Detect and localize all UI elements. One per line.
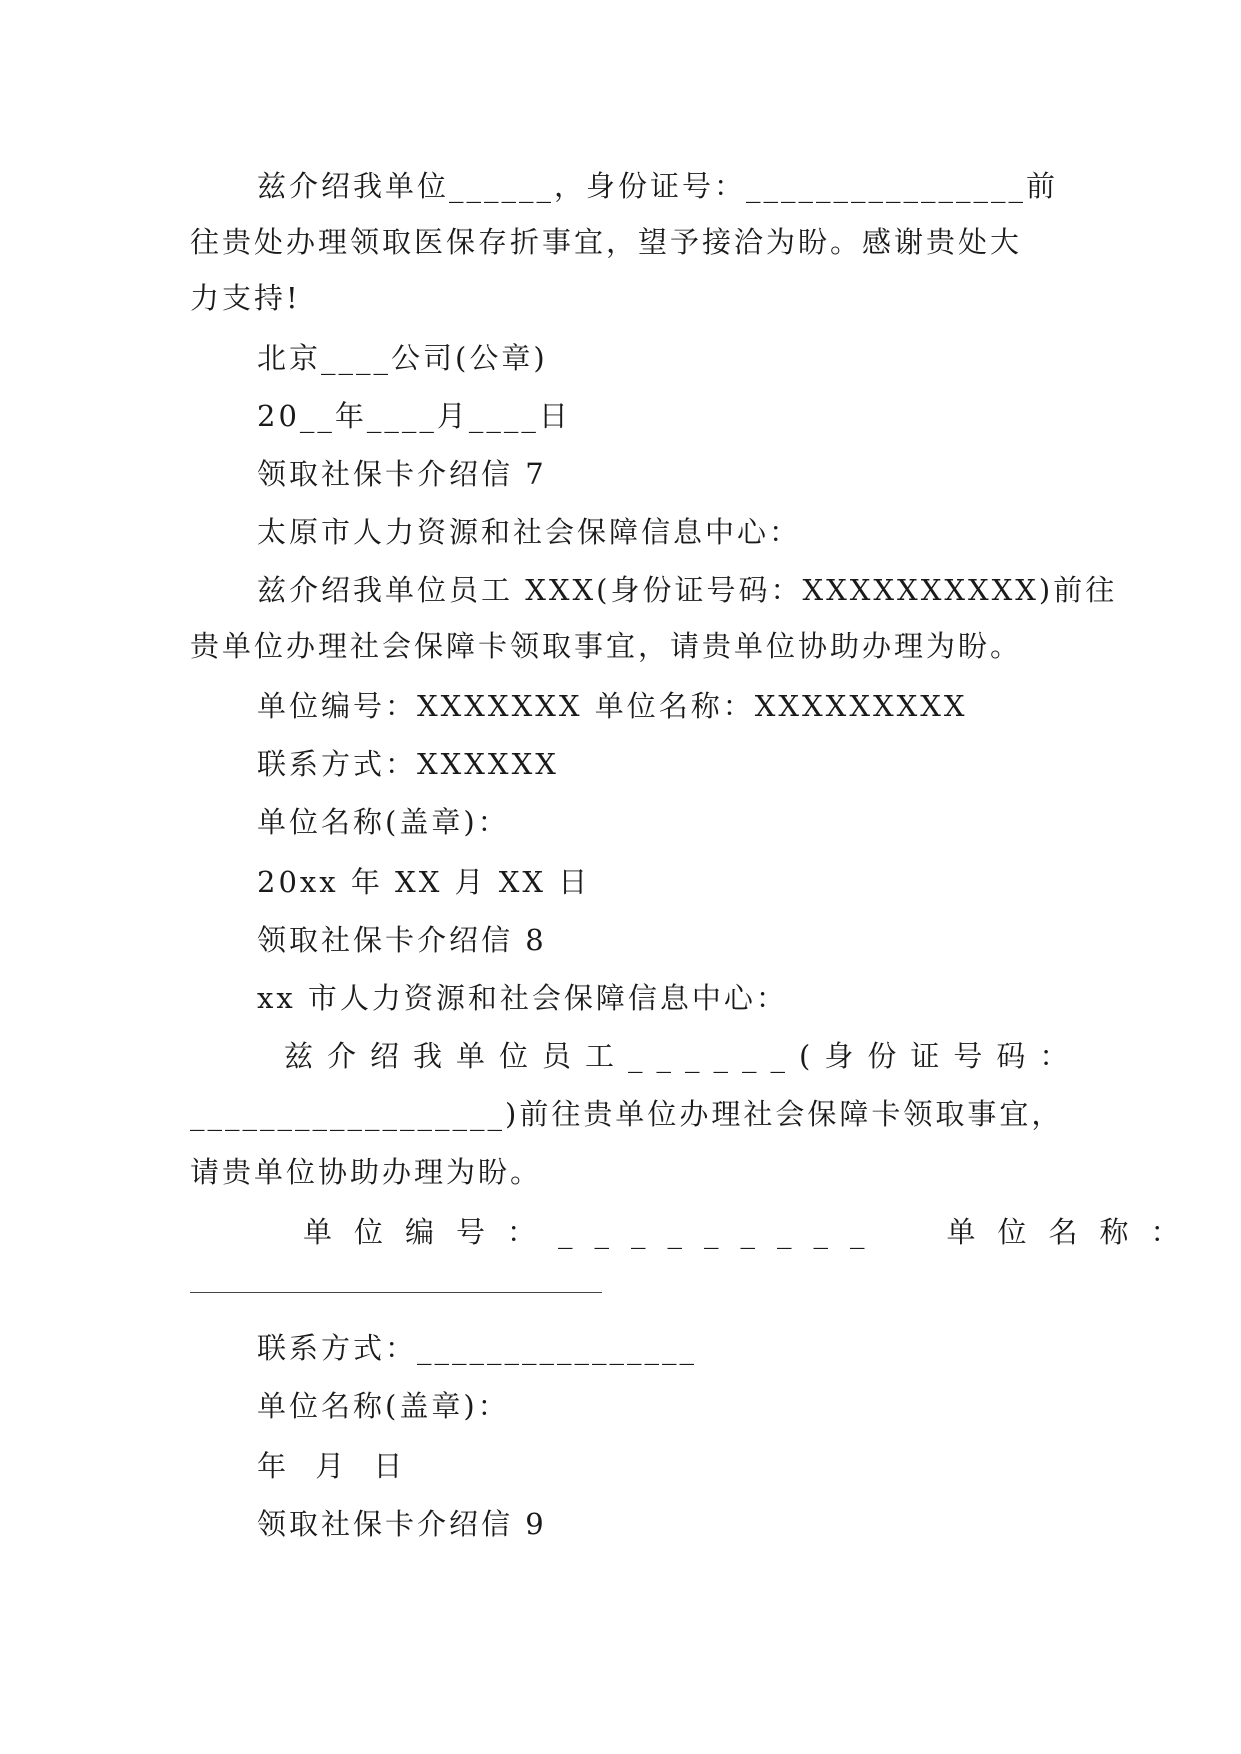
recipient-line: xx 市人力资源和社会保障信息中心： <box>257 981 788 1015</box>
unit-info-line: 单位编号：XXXXXXX 单位名称：XXXXXXXXX <box>257 689 968 723</box>
section-title: 领取社保卡介绍信 7 <box>257 457 547 491</box>
paragraph-line: 兹介绍我单位员工______(身份证号码： <box>284 1039 1083 1073</box>
recipient-line: 太原市人力资源和社会保障信息中心： <box>257 515 802 549</box>
stamp-line: 单位名称(盖章)： <box>257 805 510 839</box>
date-line: 20xx 年 XX 月 XX 日 <box>257 865 591 899</box>
contact-line: 联系方式：________________ <box>257 1331 698 1365</box>
unit-number-label: 单位编号：_________ <box>303 1215 887 1249</box>
stamp-line: 单位名称(盖章)： <box>257 1389 510 1423</box>
paragraph-line: __________________)前往贵单位办理社会保障卡领取事宜， <box>190 1097 1064 1131</box>
unit-name-label: 单位名称： <box>946 1215 1202 1249</box>
blank-underline <box>190 1292 602 1293</box>
paragraph-line: 兹介绍我单位员工 XXX(身份证号码：XXXXXXXXXX)前往 <box>257 573 1118 607</box>
section-title: 领取社保卡介绍信 9 <box>257 1507 547 1541</box>
paragraph-line: 贵单位办理社会保障卡领取事宜，请贵单位协助办理为盼。 <box>190 629 1023 663</box>
company-seal-line: 北京____公司(公章) <box>257 341 548 375</box>
paragraph-line: 往贵处办理领取医保存折事宜，望予接洽为盼。感谢贵处大 <box>190 225 1023 259</box>
paragraph-line: 请贵单位协助办理为盼。 <box>190 1155 543 1189</box>
contact-line: 联系方式：XXXXXX <box>257 747 559 781</box>
section-title: 领取社保卡介绍信 8 <box>257 923 547 957</box>
paragraph-line: 兹介绍我单位______，身份证号：________________前 <box>257 169 1059 203</box>
unit-info-line <box>303 1212 1202 1252</box>
paragraph-line: 力支持! <box>190 281 301 315</box>
date-line: 20__年____月____日 <box>257 399 571 433</box>
date-line: 年 月 日 <box>257 1449 413 1483</box>
